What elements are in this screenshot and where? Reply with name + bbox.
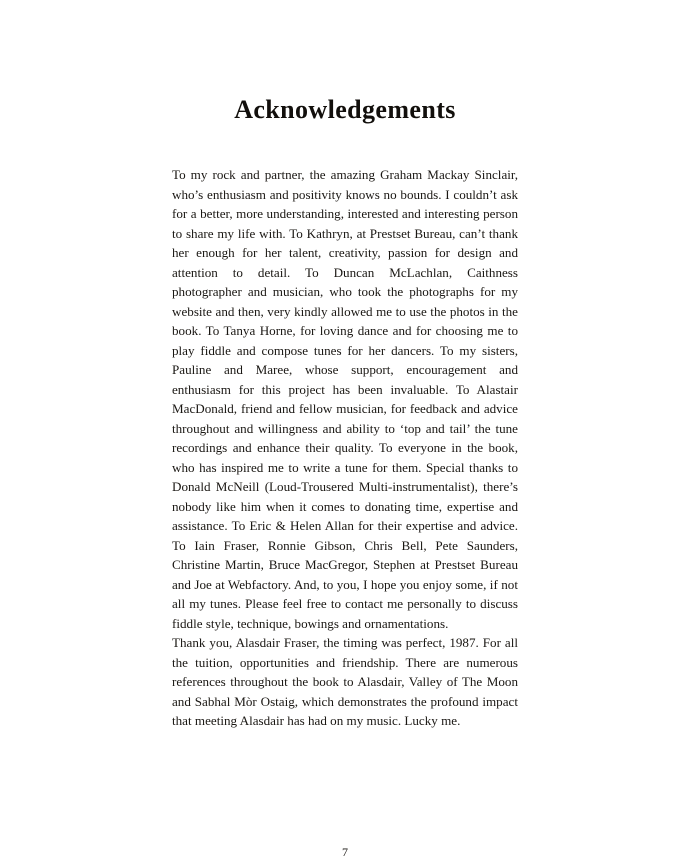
page-title: Acknowledgements bbox=[234, 95, 456, 125]
paragraph-1: To my rock and partner, the amazing Graham Mackay Sinclair, who’s enthusiasm and positivity knows no bounds. I couldn’t ask for a better, more understanding, interested and interesting person to share my life with. To Kathryn, at Prestset Bureau, can’t thank her enough for her talent, creativity, passion for design and attention to detail. To Duncan McLachlan, Caithness photographer and musician, who took the photographs for my website and then, very kindly allowed me to use the photos in the book. To Tanya Horne, for loving dance and for choosing me to play fiddle and compose tunes for her dancers. To my sisters, Pauline and Maree, whose support, encouragement and enthusiasm for this project has been invaluable. To Alastair MacDonald, friend and fellow musician, for feedback and advice throughout and willingness and ability to ‘top and tail’ the tune recordings and enhance their quality. To everyone in the book, who has inspired me to write a tune for them. Special thanks to Donald McNeill (Loud-Trousered Multi-instrumentalist), there’s nobody like him when it comes to donating time, expertise and assistance. To Eric & Helen Allan for their expertise and advice. To Iain Fraser, Ronnie Gibson, Chris Bell, Pete Saunders, Christine Martin, Bruce MacGregor, Stephen at Prestset Bureau and Joe at Webfactory. And, to you, I hope you enjoy some, if not all my tunes. Please feel free to contact me personally to discuss fiddle style, technique, bowings and ornamentations. bbox=[172, 167, 518, 631]
body-text bbox=[172, 165, 518, 731]
paragraph-2: Thank you, Alasdair Fraser, the timing was perfect, 1987. For all the tuition, opportunities and friendship. There are numerous references throughout the book to Alasdair, Valley of The Moon and Sabhal Mòr Ostaig, which demonstrates the profound impact that meeting Alasdair has had on my music. Lucky me. bbox=[172, 635, 518, 728]
page-number: 7 bbox=[342, 845, 348, 859]
